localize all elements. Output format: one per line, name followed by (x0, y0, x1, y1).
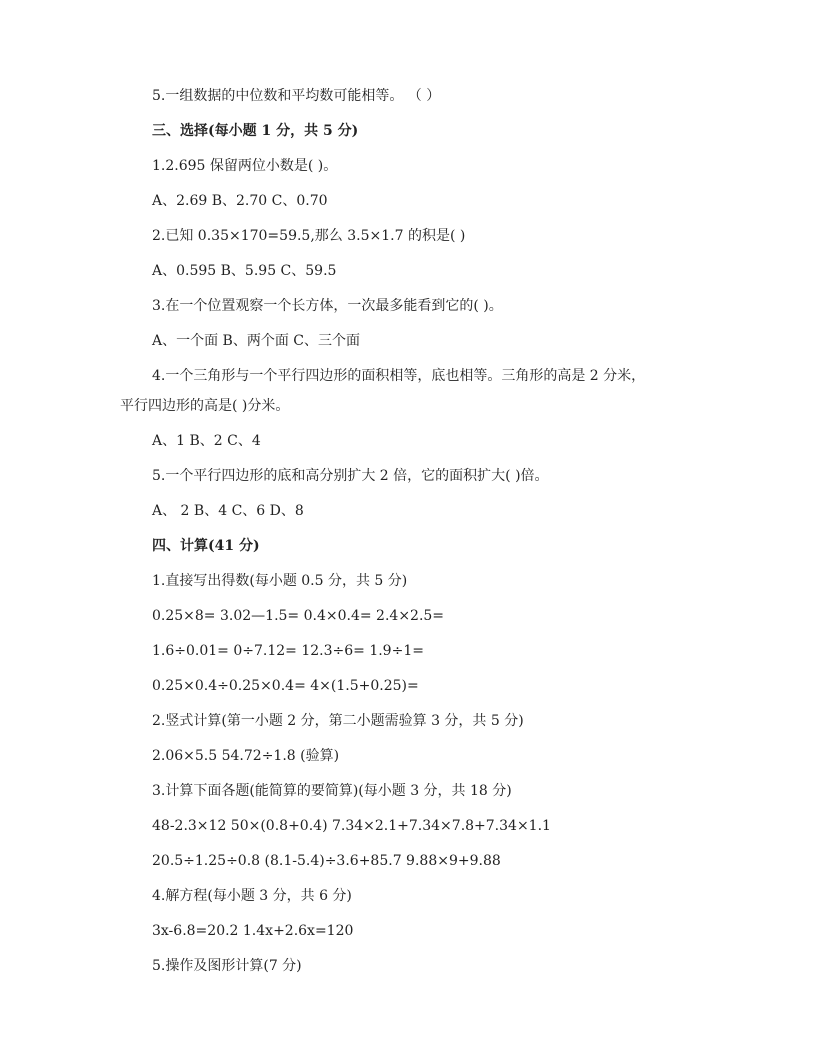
section-heading-choice: 三、选择(每小题 1 分，共 5 分) (152, 123, 359, 139)
choice-question-4-continued: 平行四边形的高是( )分米。 (120, 398, 290, 414)
choice-question-5: 5.一个平行四边形的底和高分别扩大 2 倍，它的面积扩大( )倍。 (152, 468, 549, 484)
choice-options-4: A、1 B、2 C、4 (152, 433, 261, 449)
choice-question-3: 3.在一个位置观察一个长方体，一次最多能看到它的( )。 (152, 298, 503, 314)
calc-part-4-row-1: 3x-6.8=20.2 1.4x+2.6x=120 (152, 923, 354, 939)
choice-options-3: A、一个面 B、两个面 C、三个面 (152, 333, 361, 349)
calc-part-1-row-3: 0.25×0.4÷0.25×0.4= 4×(1.5+0.25)= (152, 678, 419, 694)
question-true-false-5: 5.一组数据的中位数和平均数可能相等。 （ ） (152, 88, 441, 104)
section-heading-calculation: 四、计算(41 分) (152, 538, 260, 554)
choice-options-5: A、 2 B、4 C、6 D、8 (152, 503, 304, 519)
calc-part-1-title: 1.直接写出得数(每小题 0.5 分，共 5 分) (152, 573, 408, 589)
choice-question-1: 1.2.695 保留两位小数是( )。 (152, 158, 338, 174)
choice-question-2: 2.已知 0.35×170=59.5,那么 3.5×1.7 的积是( ) (152, 228, 466, 244)
calc-part-5-title: 5.操作及图形计算(7 分) (152, 958, 302, 974)
calc-part-1-row-1: 0.25×8= 3.02—1.5= 0.4×0.4= 2.4×2.5= (152, 608, 445, 624)
choice-options-1: A、2.69 B、2.70 C、0.70 (152, 193, 328, 209)
calc-part-4-title: 4.解方程(每小题 3 分，共 6 分) (152, 888, 352, 904)
calc-part-1-row-2: 1.6÷0.01= 0÷7.12= 12.3÷6= 1.9÷1= (152, 643, 424, 659)
calc-part-3-title: 3.计算下面各题(能简算的要简算)(每小题 3 分，共 18 分) (152, 783, 512, 799)
calc-part-3-row-2: 20.5÷1.25÷0.8 (8.1-5.4)÷3.6+85.7 9.88×9+9.88 (152, 853, 501, 869)
calc-part-2-row-1: 2.06×5.5 54.72÷1.8 (验算) (152, 748, 340, 764)
choice-question-4: 4.一个三角形与一个平行四边形的面积相等，底也相等。三角形的高是 2 分米， (152, 368, 646, 384)
calc-part-3-row-1: 48-2.3×12 50×(0.8+0.4) 7.34×2.1+7.34×7.8+7.34×1.1 (152, 818, 551, 834)
choice-options-2: A、0.595 B、5.95 C、59.5 (152, 263, 337, 279)
calc-part-2-title: 2.竖式计算(第一小题 2 分，第二小题需验算 3 分，共 5 分) (152, 713, 524, 729)
